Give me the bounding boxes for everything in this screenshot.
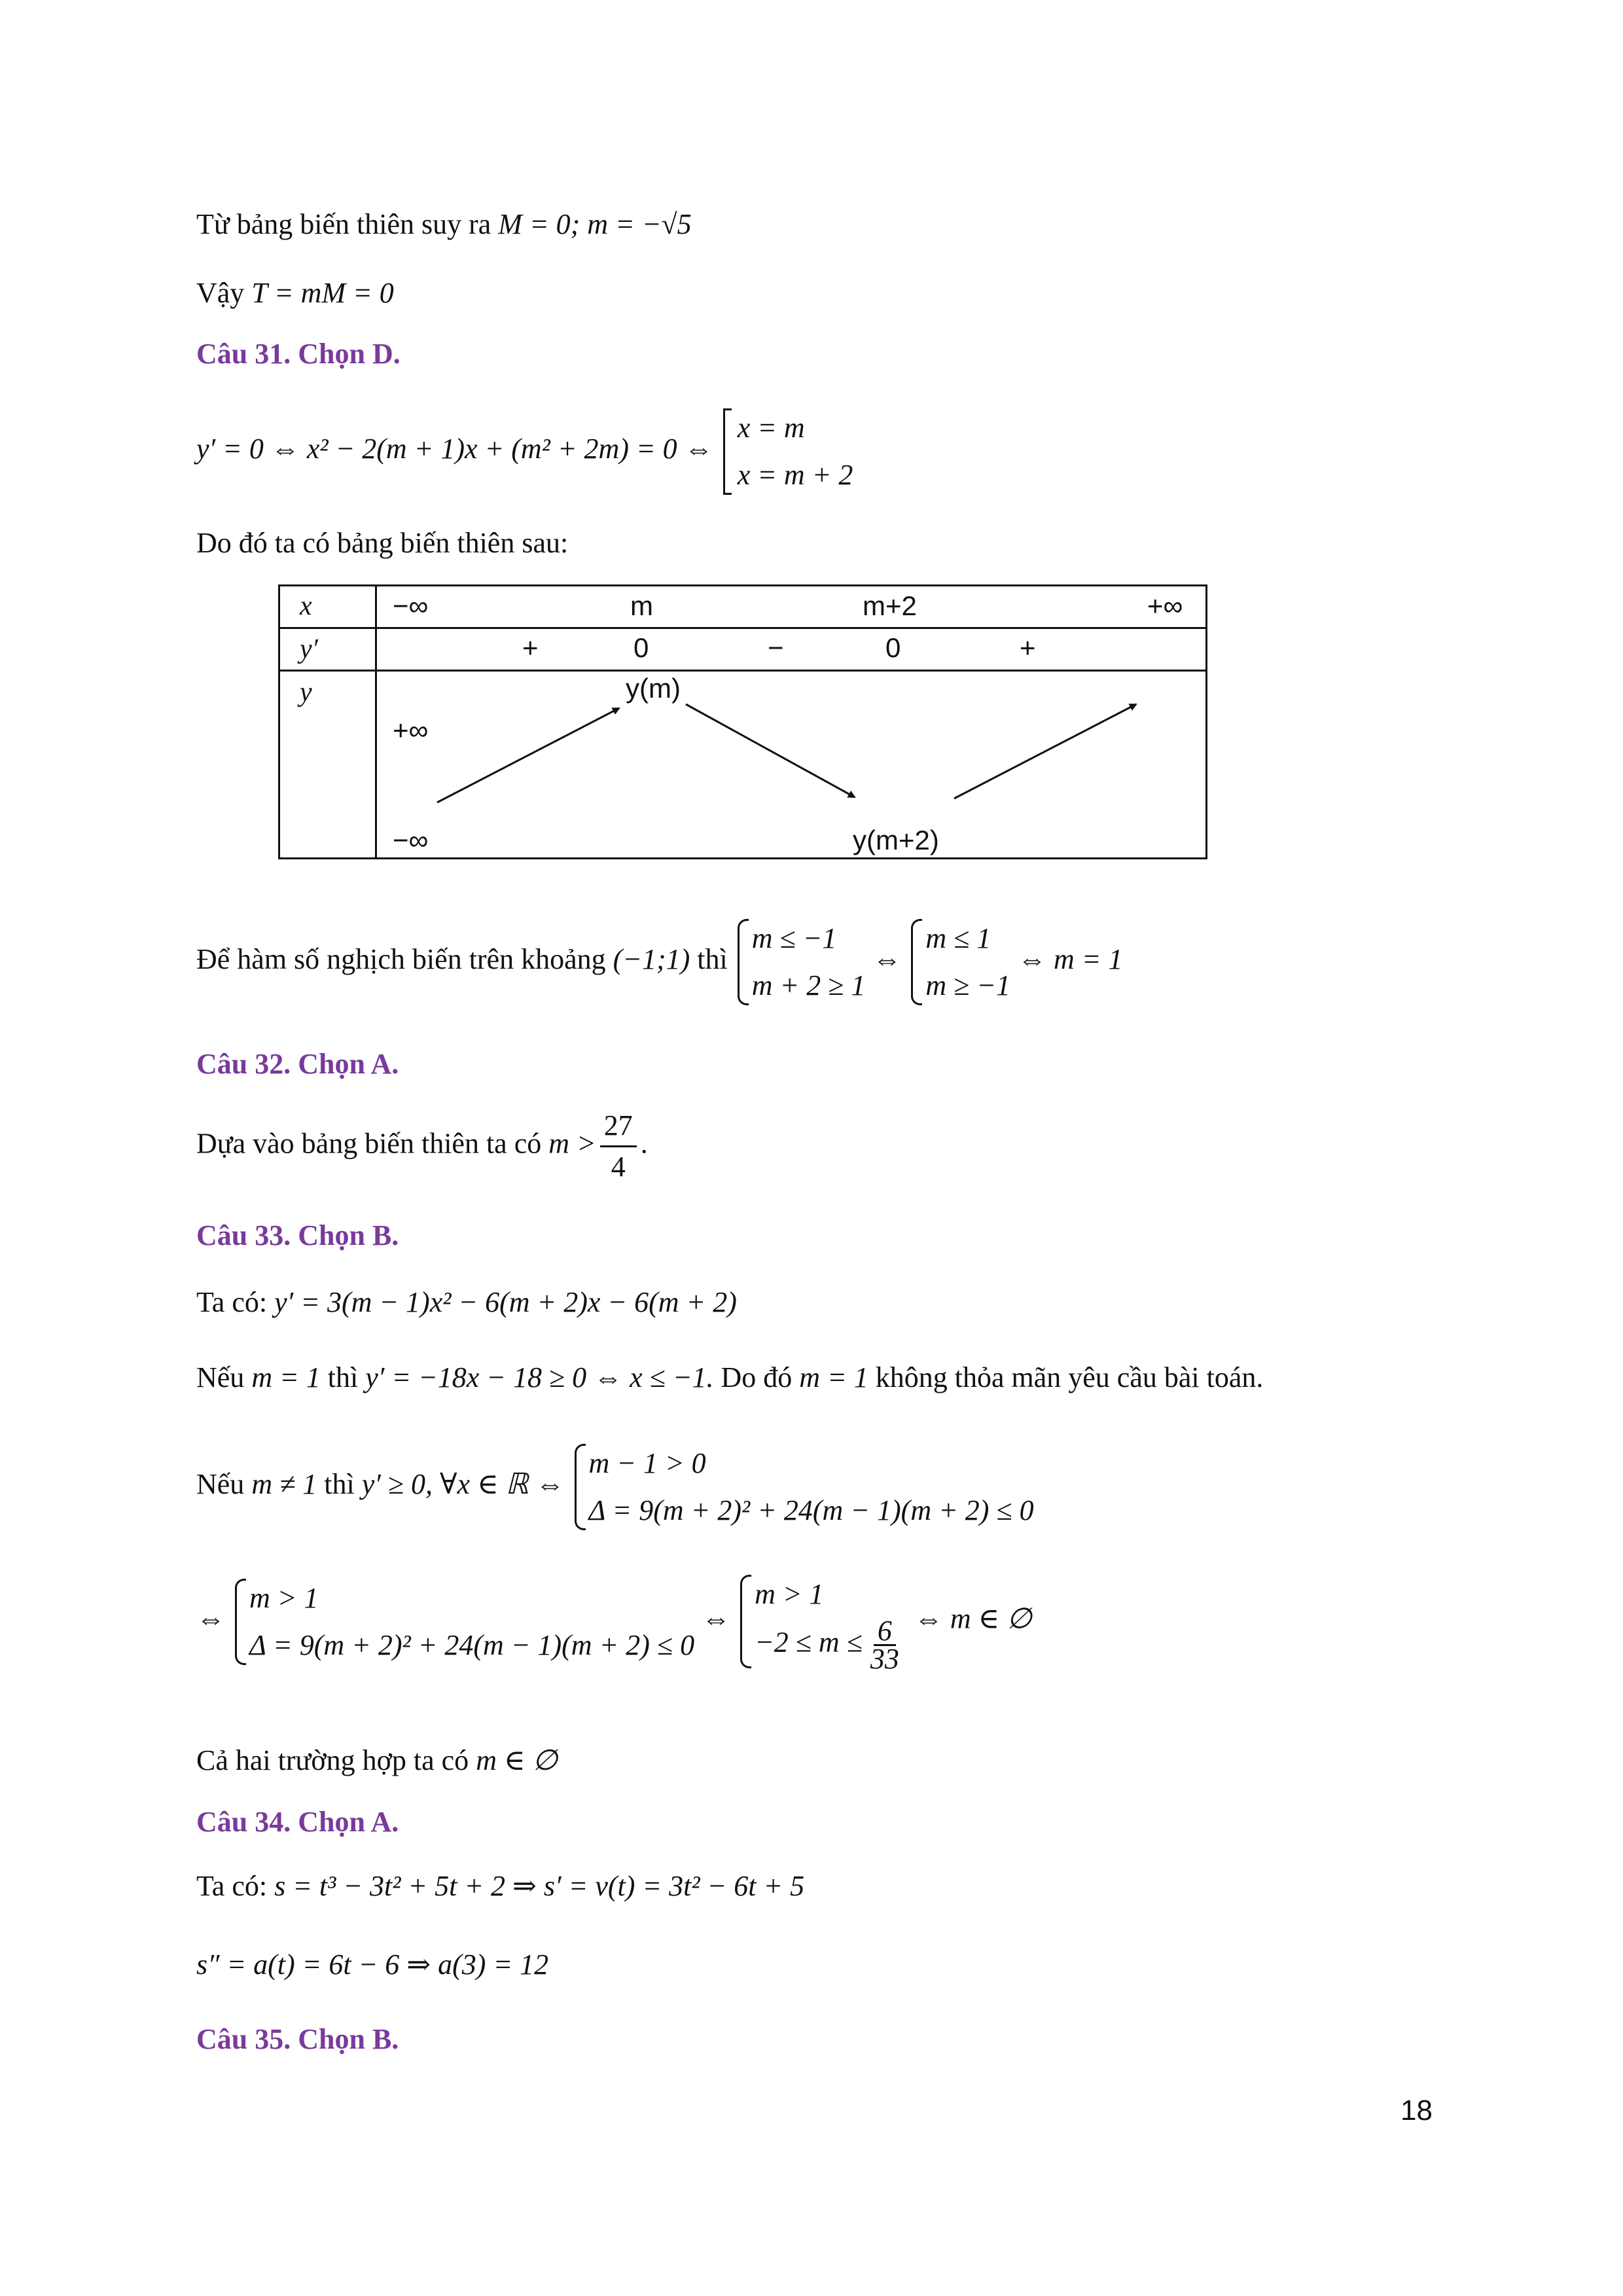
q34-line-1 [196,1867,804,1906]
q33-system-2 [232,1575,694,1669]
q33-system-3 [738,1571,907,1675]
q34-line-2 [196,1945,548,1984]
q32-den: 4 [611,1151,626,1183]
q33-thi-2: thì [324,1468,355,1501]
q31-eq-left: y′ = 0 ⇔ x² − 2(m + 1)x + (m² + 2m) = 0 ⇔ [196,433,713,465]
q33-m-neq-1: m ≠ 1 [251,1468,317,1501]
q33-fraction [866,1615,903,1675]
question-35-heading: Câu 35. Chọn B. [196,2023,399,2055]
q31-sys1-line1: m ≤ −1 [751,922,837,954]
x-neg-inf: −∞ [393,590,429,621]
q33-equiv-2: ⇔ [702,1602,731,1635]
conclusion-line-2 [196,274,394,313]
vay-text: Vậy [196,277,245,309]
q33-neu-2: Nếu [196,1468,245,1501]
q33-frac-num: 6 [874,1618,896,1646]
q31-solutions [721,404,853,499]
q33-equiv-1: ⇔ [196,1602,225,1635]
page-number: 18 [1400,2094,1433,2126]
q33-not-satisfy: không thỏa mãn yêu cầu bài toán. [875,1361,1264,1393]
q31-sys1-line2: m + 2 ≥ 1 [751,969,866,1001]
q33-sys3-line2 [755,1615,907,1675]
q31-equiv: ⇔ [872,943,902,976]
q32-fraction [600,1106,637,1187]
sign-minus: − [768,632,784,663]
q33-line-3 [196,1440,1034,1534]
q33-m-eq-1b: m = 1 [799,1361,868,1393]
y-neg-inf: −∞ [393,825,429,855]
q31-condition [196,915,1122,1009]
arrow-increasing-2 [954,704,1136,798]
q31-table-intro: Do đó ta có bảng biến thiên sau: [196,527,569,559]
q32-num: 27 [600,1106,637,1147]
q33-taco: Ta có: [196,1286,268,1318]
q31-system-2 [908,915,1010,1009]
q31-cond-text: Để hàm số nghịch biến trên khoảng [196,943,606,976]
y-label: y [300,677,312,708]
arrow-decreasing [686,704,855,797]
q32-text: Dựa vào bảng biến thiên ta có [196,1127,542,1160]
sign-plus-2: + [1020,632,1036,663]
q32-line [196,1106,648,1187]
q34-acceleration: s″ = a(t) = 6t − 6 ⇒ a(3) = 12 [196,1948,549,1981]
q33-frac-den: 33 [870,1643,899,1675]
q33-empty-set: ⇔ m ∈ ∅ [914,1602,1032,1635]
x-m-plus-2: m+2 [863,590,917,621]
sign-plus-1: + [522,632,539,663]
q33-sys1-line1: m − 1 > 0 [588,1447,706,1479]
q33-sys3-ineq: −2 ≤ m ≤ [755,1626,863,1659]
vay-math: T = mM = 0 [251,277,394,309]
x-pos-inf: +∞ [1147,590,1183,621]
q33-line-4 [196,1571,1032,1675]
conclusion-math: M = 0; m = −√5 [498,208,692,240]
q33-neu-1: Nếu [196,1361,245,1393]
q33-system-1 [572,1440,1034,1534]
question-32-heading: Câu 32. Chọn A. [196,1048,399,1080]
variation-table [278,584,1207,859]
question-33-heading: Câu 33. Chọn B. [196,1219,399,1251]
q32-lhs: m > [548,1127,596,1160]
zero-1: 0 [633,632,649,663]
yprime-label: y′ [300,634,318,664]
question-34-heading: Câu 34. Chọn A. [196,1806,399,1838]
x-m: m [630,590,653,621]
q33-sys1-line2: Δ = 9(m + 2)² + 24(m − 1)(m + 2) ≤ 0 [588,1494,1034,1526]
q31-cond-thi: thì [697,943,728,976]
q33-line-2 [196,1358,1263,1397]
question-31-heading: Câu 31. Chọn D. [196,338,401,370]
q33-derivative: y′ = 3(m − 1)x² − 6(m + 2)x − 6(m + 2) [274,1286,737,1318]
q33-sys2-line1: m > 1 [249,1581,319,1614]
q33-sys3-line1: m > 1 [755,1578,824,1610]
q33-thi-1: thì [327,1361,359,1393]
q31-sys2-line2: m ≥ −1 [925,969,1010,1001]
conclusion-text: Từ bảng biến thiên suy ra [196,208,491,240]
q34-taco: Ta có: [196,1870,268,1902]
q31-sol-2: x = m + 2 [737,459,853,491]
y-min-value: y(m+2) [853,825,939,855]
variation-arrows [280,586,1209,861]
y-pos-inf: +∞ [393,715,429,745]
q33-doido: Do đó [721,1361,793,1393]
x-label: x [300,591,312,621]
conclusion-line-1 [196,205,692,244]
zero-2: 0 [885,632,901,663]
arrow-increasing-1 [437,708,619,802]
q33-line-1 [196,1283,737,1322]
q32-period: . [640,1127,648,1160]
q31-equation [196,404,853,499]
q33-case1-math: y′ = −18x − 18 ≥ 0 ⇔ x ≤ −1. [365,1361,714,1393]
q31-cond-interval: (−1;1) [613,943,690,976]
q31-sys2-line1: m ≤ 1 [925,922,991,954]
y-max-value: y(m) [626,673,681,704]
q33-case2-cond: y′ ≥ 0, ∀x ∈ ℝ ⇔ [361,1468,565,1501]
q33-line-5 [196,1741,558,1780]
q33-both-cases: Cả hai trường hợp ta có [196,1744,469,1776]
q33-m-eq-1: m = 1 [251,1361,321,1393]
q34-velocity: s = t³ − 3t² + 5t + 2 ⇒ s′ = v(t) = 3t² − 6t + 5 [274,1870,805,1902]
q33-sys2-line2: Δ = 9(m + 2)² + 24(m − 1)(m + 2) ≤ 0 [249,1628,695,1661]
q33-final: m ∈ ∅ [476,1744,558,1776]
q31-system-1 [735,915,866,1009]
q31-sol-1: x = m [737,412,805,444]
q31-result: ⇔ m = 1 [1017,943,1123,976]
